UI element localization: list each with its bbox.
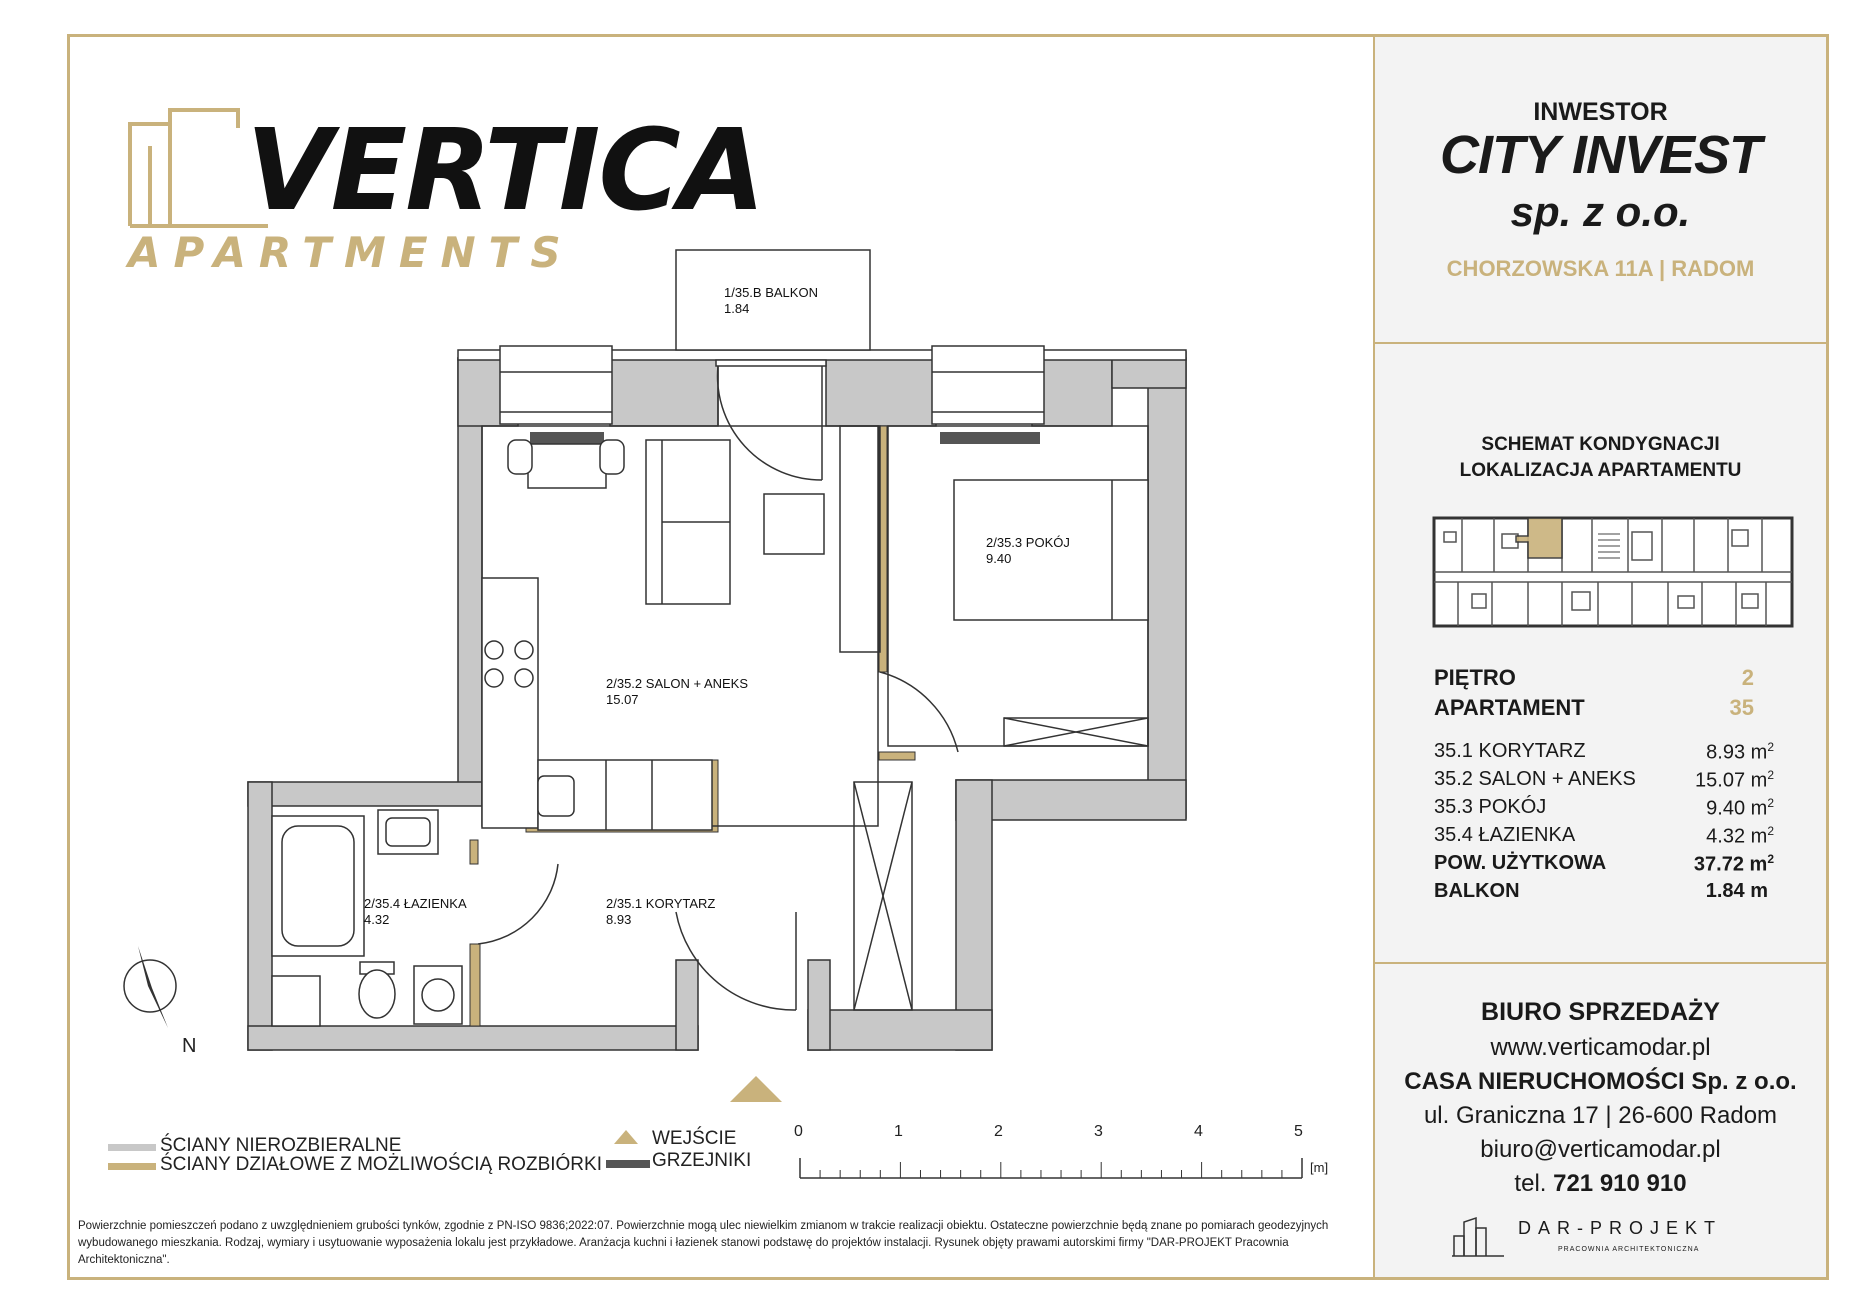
room-name: 35.2 SALON + ANEKS — [1434, 768, 1636, 790]
room-code: 2/35.2 — [606, 676, 643, 691]
legend-load-bearing: ŚCIANY NIEROZBIERALNE — [160, 1135, 402, 1156]
room-row — [1434, 768, 1774, 796]
room-area: 15.07 — [606, 692, 639, 707]
legend-radiator-swatch — [606, 1160, 650, 1168]
balcony-label: BALKON — [1434, 880, 1520, 902]
apartment-row — [1434, 695, 1774, 723]
usable-area-label: POW. UŻYTKOWA — [1434, 852, 1607, 874]
floor-row — [1434, 665, 1774, 693]
balcony-area: 1.84 — [724, 301, 750, 316]
room-name: 35.3 POKÓJ — [1434, 796, 1547, 818]
sales-phone-prefix: tel. — [1514, 1170, 1554, 1197]
room-row — [1434, 824, 1774, 852]
architect-name: DAR-PROJEKT — [1518, 1218, 1723, 1238]
investor-name: CITY INVEST — [1439, 125, 1762, 185]
balcony — [676, 250, 870, 350]
north-label: N — [182, 1035, 197, 1057]
floor-key-plan — [1432, 512, 1794, 632]
svg-text:2/35.4 ŁAZIENKA — [364, 896, 467, 911]
sidebar-divider-top — [1375, 342, 1826, 344]
sales-company: CASA NIERUCHOMOŚCI Sp. z o.o. — [1404, 1068, 1797, 1095]
room-row — [1434, 740, 1774, 768]
scale-tick-label: 3 — [1094, 1123, 1103, 1140]
architect-logo — [1452, 1212, 1752, 1262]
usable-area-row — [1434, 852, 1774, 880]
sales-address: ul. Graniczna 17 | 26-600 Radom — [1423, 1102, 1778, 1129]
room-row — [1434, 796, 1774, 824]
sales-website[interactable]: www.verticamodar.pl — [1490, 1034, 1711, 1061]
balcony-row — [1434, 880, 1774, 908]
svg-text:2/35.2 SALON + ANEKS — [606, 676, 748, 691]
furniture — [272, 440, 1148, 1026]
scale-tick-label: 1 — [894, 1123, 903, 1140]
room-area: 15.07 $m^2$ — [1695, 768, 1774, 792]
balcony-value: 1.84 m — [1705, 880, 1768, 902]
legend-entrance-icon — [612, 1126, 640, 1146]
room-code: 2/35.1 — [606, 896, 643, 911]
scheme-title: SCHEMAT KONDYGNACJI — [1481, 434, 1720, 455]
balcony-name: BALKON — [765, 285, 818, 300]
scale-tick-label: 2 — [994, 1123, 1003, 1140]
balcony-code: 1/35.B — [724, 285, 762, 300]
usable-area-value: 37.72 $m^2$ — [1693, 852, 1774, 876]
scheme-subtitle: LOKALIZACJA APARTAMENTU — [1459, 460, 1742, 481]
scale-tick-label: 4 — [1194, 1123, 1203, 1140]
room-area: 8.93 — [606, 912, 632, 927]
room-name: SALON + ANEKS — [645, 676, 749, 691]
investor-name-suffix: sp. z o.o. — [1510, 188, 1691, 235]
room-name: ŁAZIENKA — [403, 896, 467, 911]
legend-radiators: GRZEJNIKI — [652, 1150, 752, 1171]
disclaimer-text: Powierzchnie pomieszczeń podano z uwzględnieniem grubości tynków, zgodnie z PN-ISO 9836;2022:07. Powierzchnie mogą ulec niewielkim zmianom w trakcie realizacji obiektu. Ostateczne powierzchnie będą znane po pomiarach geodezyjnych wybudowanego mieszkania. Rodzaj, wymiary i usytuowanie wyposażenia lokalu jest przykładowe. Aranżacja kuchni i łazienek stanowi podstawę do projektów instalacji. Rysunek objęty prawami autorskimi firmy "DAR-PROJEKT Pracownia Architektoniczna". — [78, 1220, 1329, 1266]
room-area: 8.93 $m^2$ — [1706, 740, 1774, 764]
scale-tick-label: 0 — [794, 1123, 803, 1140]
room-name: POKÓJ — [1025, 535, 1070, 550]
svg-text:2/35.3 POKÓJ — [986, 535, 1070, 550]
room-code: 2/35.3 — [986, 535, 1023, 550]
room-area: 4.32 — [364, 912, 390, 927]
floor-label: PIĘTRO — [1434, 665, 1516, 690]
apartment-value: 35 — [1729, 695, 1754, 720]
room-area: 4.32 $m^2$ — [1706, 824, 1774, 848]
apartment-label: APARTAMENT — [1434, 695, 1585, 720]
legend-entrance: WEJŚCIE — [652, 1128, 737, 1149]
logo-wordmark: VERTICA — [246, 106, 764, 236]
project-address: CHORZOWSKA 11A | RADOM — [1446, 256, 1755, 281]
north-arrow-icon — [124, 946, 196, 1057]
svg-text:2/35.1 KORYTARZ — [606, 896, 715, 911]
svg-text:1/35.B BALKON — [724, 285, 818, 300]
room-name: KORYTARZ — [645, 896, 716, 911]
room-area: 9.40 $m^2$ — [1706, 796, 1774, 820]
sales-office-title: BIURO SPRZEDAŻY — [1481, 998, 1720, 1026]
investor-label: INWESTOR — [1533, 98, 1668, 126]
sidebar-divider-bottom — [1375, 962, 1826, 964]
room-name: 35.1 KORYTARZ — [1434, 740, 1586, 762]
scale-bar — [794, 1123, 1328, 1178]
sales-phone-line — [1375, 1170, 1826, 1198]
entrance-marker-icon — [730, 1076, 782, 1102]
room-area: 9.40 — [986, 551, 1012, 566]
scale-unit: [m] — [1310, 1160, 1329, 1175]
scale-tick-label: 5 — [1294, 1123, 1303, 1140]
logo-subtitle: APARTMENTS — [128, 228, 574, 277]
legend-load-bearing-swatch — [108, 1144, 156, 1151]
sales-email[interactable]: biuro@verticamodar.pl — [1480, 1136, 1721, 1163]
room-code: 2/35.4 — [364, 896, 401, 911]
architect-building-icon — [1452, 1212, 1512, 1258]
legend-partition-swatch — [108, 1163, 156, 1170]
legend-partition: ŚCIANY DZIAŁOWE Z MOŻLIWOŚCIĄ ROZBIÓRKI — [160, 1154, 602, 1175]
floor-value: 2 — [1741, 665, 1754, 690]
sales-phone[interactable]: 721 910 910 — [1553, 1170, 1687, 1197]
architect-subtitle: PRACOWNIA ARCHITEKTONICZNA — [1558, 1246, 1700, 1253]
room-name: 35.4 ŁAZIENKA — [1434, 824, 1576, 846]
